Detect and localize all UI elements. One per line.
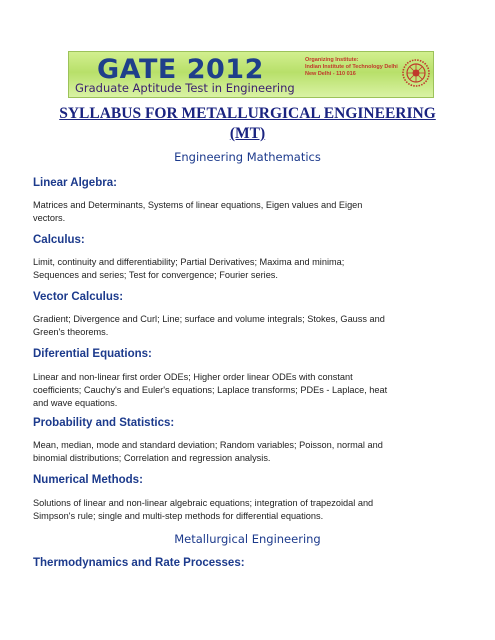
topic-line: vectors. [33, 213, 66, 223]
topic-text-probability-statistics [33, 439, 438, 465]
topic-line: Simpson's rule; single and multi-step methods for differential equations. [33, 511, 324, 521]
section-title-metallurgical-engineering: Metallurgical Engineering [174, 532, 321, 546]
topic-heading-numerical-methods: Numerical Methods: [33, 474, 143, 486]
topic-line: Solutions of linear and non-linear algebraic equations; integration of trapezoidal and [33, 498, 374, 508]
document-title [40, 104, 455, 144]
topic-line: Limit, continuity and differentiability; Partial Derivatives; Maxima and minima; [33, 257, 345, 267]
topic-text-numerical-methods [33, 497, 438, 523]
section-title-engineering-mathematics: Engineering Mathematics [174, 150, 321, 164]
organizer-label: Organizing Institute: [305, 57, 359, 63]
document-title-line2: (MT) [229, 125, 266, 142]
topic-heading-probability-statistics: Probability and Statistics: [33, 417, 175, 429]
topic-line: Mean, median, mode and standard deviation; Random variables; Poisson, normal and [33, 440, 383, 450]
topic-text-vector-calculus [33, 313, 438, 339]
organizer-city: New Delhi - 110 016 [305, 71, 356, 77]
topic-line: coefficients; Cauchy's and Euler's equations; Laplace transforms; PDEs - Laplace, heat [33, 385, 388, 395]
document-title-line1: SYLLABUS FOR METALLURGICAL ENGINEERING [59, 105, 436, 122]
organizer-name: Indian Institute of Technology Delhi [305, 64, 398, 70]
topic-text-calculus [33, 256, 438, 282]
topic-heading-differential-equations: Diferential Equations: [33, 348, 152, 360]
topic-text-linear-algebra [33, 199, 438, 225]
topic-heading-calculus: Calculus: [33, 234, 85, 246]
topic-heading-vector-calculus: Vector Calculus: [33, 291, 124, 303]
topic-line: Matrices and Determinants, Systems of linear equations, Eigen values and Eigen [33, 200, 363, 210]
gate-banner [68, 51, 434, 98]
banner-subtitle: Graduate Aptitude Test in Engineering [75, 81, 295, 95]
topic-line: and wave equations. [33, 398, 118, 408]
organizer-info [305, 57, 398, 78]
topic-heading-thermodynamics: Thermodynamics and Rate Processes: [33, 557, 245, 569]
iit-delhi-emblem-icon [401, 58, 431, 88]
topic-line: Linear and non-linear first order ODEs; Higher order linear ODEs with constant [33, 372, 353, 382]
topic-line: Gradient; Divergence and Curl; Line; surface and volume integrals; Stokes, Gauss and [33, 314, 385, 324]
topic-text-differential-equations [33, 371, 438, 410]
topic-line: Green's theorems. [33, 327, 109, 337]
banner-title: GATE 2012 [97, 54, 264, 85]
topic-line: Sequences and series; Test for convergence; Fourier series. [33, 270, 278, 280]
topic-line: binomial distributions; Correlation and regression analysis. [33, 453, 271, 463]
topic-heading-linear-algebra: Linear Algebra: [33, 177, 117, 189]
